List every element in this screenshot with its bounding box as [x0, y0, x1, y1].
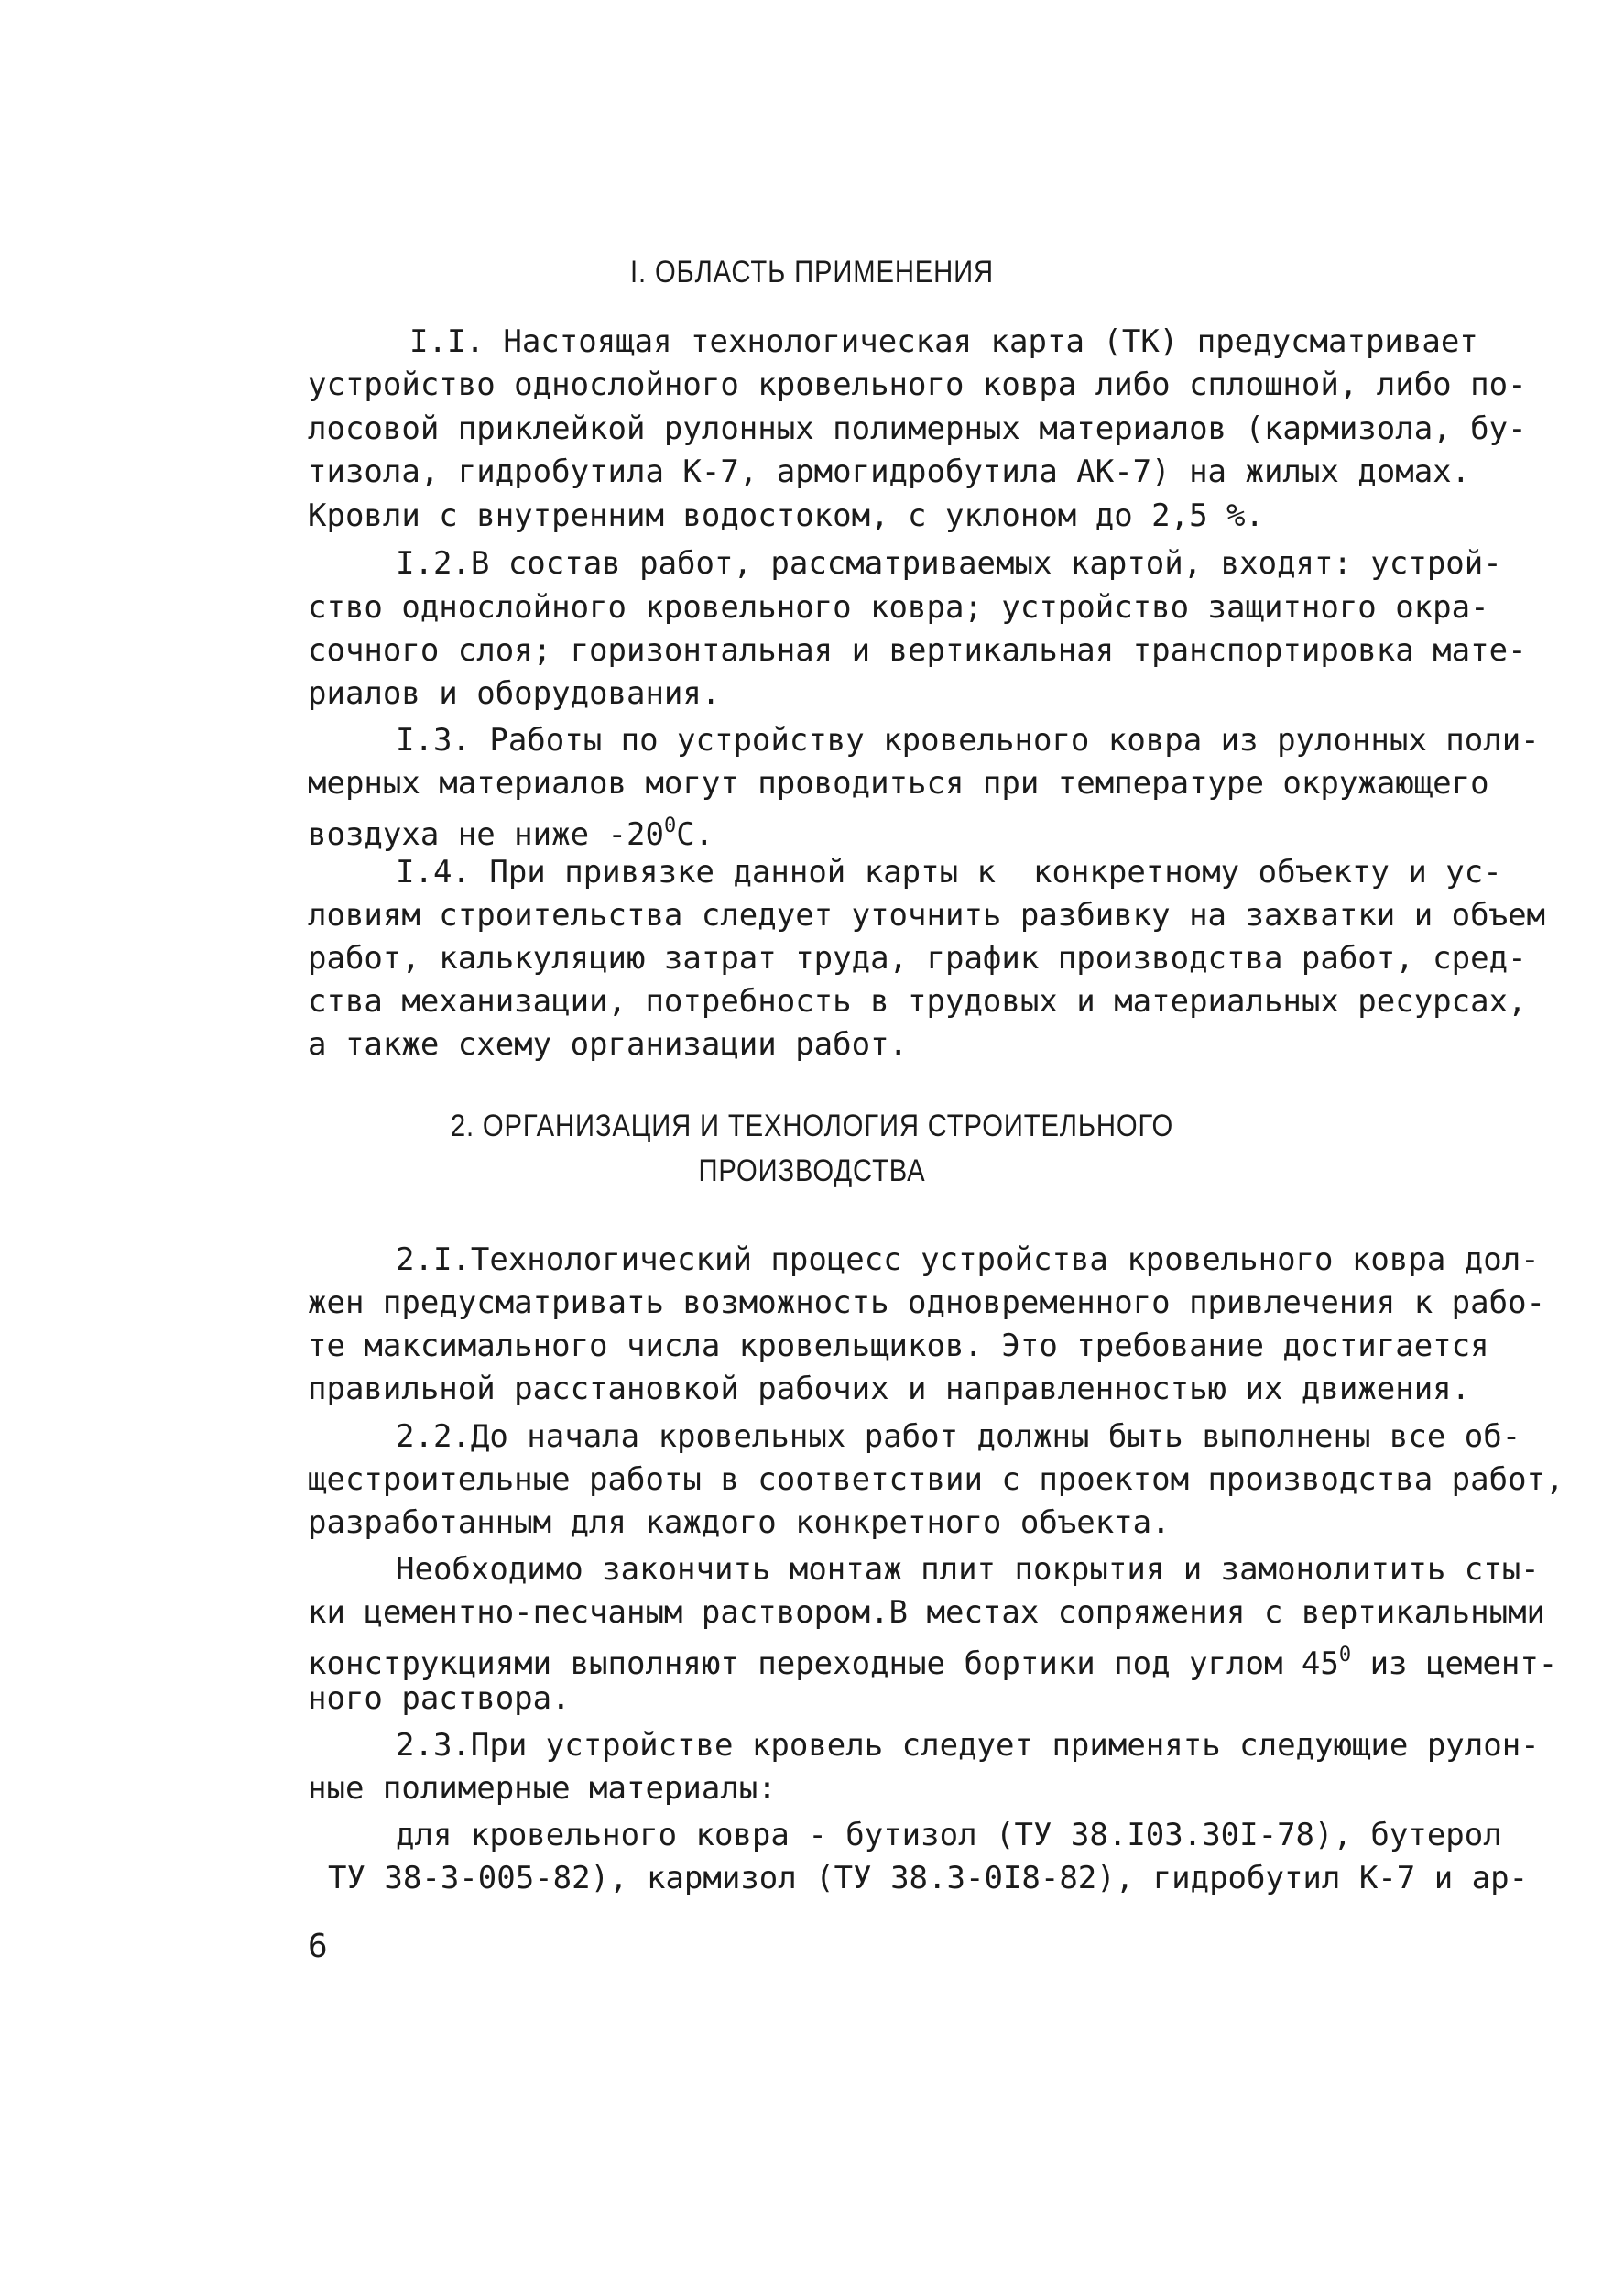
text-segment: воздуха не ниже -20	[308, 816, 664, 853]
text-line: риалов и оборудования.	[308, 675, 721, 712]
text-segment: из цемент-	[1351, 1645, 1558, 1682]
text-line: Необходимо закончить монтаж плит покрытия и замонолитить сты-	[396, 1551, 1540, 1588]
text-line: устройство однослойного кровельного ковра либо сплошной, либо по-	[308, 366, 1527, 403]
section-1-heading: I. ОБЛАСТЬ ПРИМЕНЕНИЯ	[630, 255, 994, 290]
text-line: ства механизации, потребность в трудовых и материальных ресурсах,	[308, 983, 1527, 1020]
text-line: жен предусматривать возможность одновременного привлечения к рабо-	[308, 1284, 1546, 1321]
page-number: 6	[308, 1928, 328, 1965]
text-line: ство однослойного кровельного ковра; устройство защитного окра-	[308, 589, 1489, 626]
text-line: щестроительные работы в соответствии с проектом производства работ,	[308, 1461, 1564, 1498]
text-line: ного раствора.	[308, 1680, 571, 1717]
text-line: работ, калькуляцию затрат труда, график производства работ, сред-	[308, 940, 1527, 977]
superscript-degree: 0	[1338, 1644, 1352, 1667]
text-line	[308, 805, 714, 856]
text-line: ные полимерные материалы:	[308, 1770, 777, 1807]
text-line: I.3. Работы по устройству кровельного ковра из рулонных поли-	[396, 722, 1540, 759]
text-line: сочного слоя; горизонтальная и вертикальная транспортировка мате-	[308, 632, 1527, 669]
text-line: тизола, гидробутила К-7, армогидробутила АК-7) на жилых домах.	[308, 454, 1471, 490]
text-line: правильной расстановкой рабочих и направленностью их движения.	[308, 1371, 1471, 1407]
text-line: ТУ 38-3-005-82), кармизол (ТУ 38.3-0I8-82), гидробутил К-7 и ар-	[328, 1860, 1529, 1896]
text-line: а также схему организации работ.	[308, 1026, 909, 1063]
text-line: I.2.В состав работ, рассматриваемых картой, входят: устрой-	[396, 545, 1502, 582]
text-line: для кровельного ковра - бутизол (ТУ 38.I03.30I-78), бутерол	[396, 1817, 1502, 1853]
text-line: мерных материалов могут проводиться при температуре окружающего	[308, 765, 1489, 802]
text-line: разработанным для каждого конкретного объекта.	[308, 1504, 1171, 1541]
text-line: ловиям строительства следует уточнить разбивку на захватки и объем	[308, 897, 1546, 934]
text-segment: конструкциями выполняют переходные бортики под углом 45	[308, 1645, 1339, 1682]
text-line: ки цементно-песчаным раствором.В местах сопряжения с вертикальными	[308, 1594, 1546, 1631]
text-line: те максимального числа кровельщиков. Это требование достигается	[308, 1328, 1489, 1364]
text-line: I.I. Настоящая технологическая карта (ТК) предусматривает	[409, 323, 1478, 360]
section-2-heading: 2. ОРГАНИЗАЦИЯ И ТЕХНОЛОГИЯ СТРОИТЕЛЬНОГО	[450, 1109, 1174, 1143]
superscript-degree: 0	[663, 814, 677, 837]
text-line: лосовой приклейкой рулонных полимерных материалов (кармизола, бу-	[308, 410, 1527, 447]
text-line: 2.3.При устройстве кровель следует применять следующие рулон-	[396, 1727, 1540, 1764]
text-line: I.4. При привязке данной карты к конкретному объекту и ус-	[396, 854, 1502, 891]
text-line: 2.2.До начала кровельных работ должны быть выполнены все об-	[396, 1418, 1521, 1455]
text-line: 2.I.Технологический процесс устройства кровельного ковра дол-	[396, 1241, 1540, 1278]
section-2-heading-cont: ПРОИЗВОДСТВА	[698, 1153, 926, 1188]
text-line: Кровли с внутренним водостоком, с уклоном до 2,5 %.	[308, 497, 1264, 534]
text-segment: С.	[676, 816, 714, 853]
